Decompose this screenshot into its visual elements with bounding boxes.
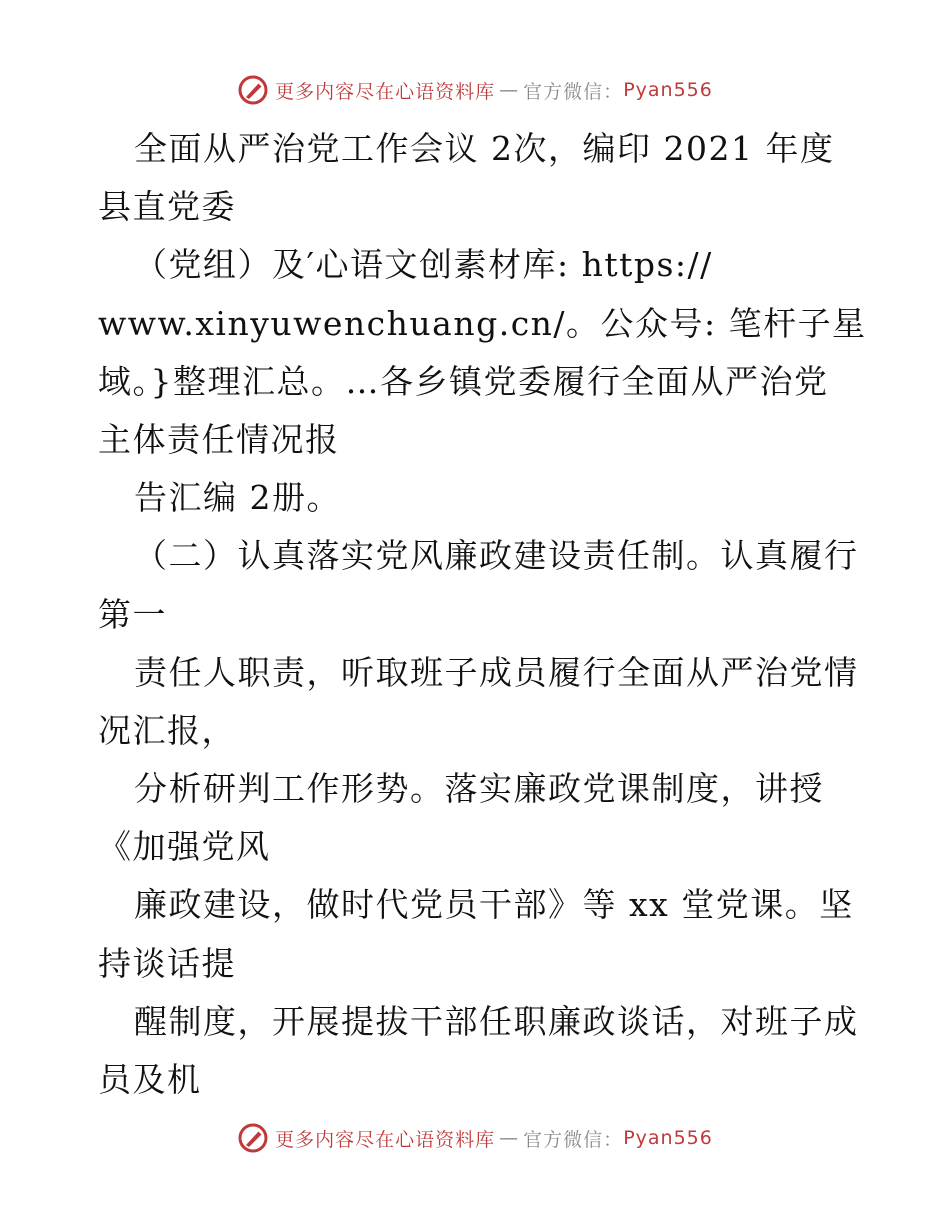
watermark-separator: —	[499, 79, 520, 101]
text-line: 况汇报，	[98, 710, 236, 750]
watermark-text: 更多内容尽在心语资料库	[275, 80, 496, 103]
text-line: www.xinyuwenchuang.cn/。公众号: 笔杆子星	[98, 303, 867, 343]
text-line: 责任人职责，听取班子成员履行全面从严治党情	[134, 652, 859, 692]
pen-seal-logo	[237, 1122, 269, 1154]
text-line: 全面从严治党工作会议 2次，编印 2021 年度	[134, 129, 835, 168]
text-line: 廉政建设，做时代党员干部》等 xx 堂党课。坚	[134, 885, 854, 925]
text-line: 分析研判工作形势。落实廉政党课制度，讲授	[134, 769, 824, 809]
watermark-separator: —	[499, 1127, 520, 1149]
footer-watermark	[0, 1118, 950, 1158]
text-line: 第一	[98, 594, 167, 634]
text-line: 县直党委	[98, 187, 236, 227]
text-line: 主体责任情况报	[98, 419, 340, 459]
watermark-label: 官方微信：	[523, 1128, 624, 1151]
watermark-text: 更多内容尽在心语资料库	[275, 1128, 496, 1151]
text-line: （二）认真落实党风廉政建设责任制。认真履行	[134, 536, 859, 576]
text-line: 《加强党风	[98, 827, 271, 867]
header-watermark	[0, 70, 950, 110]
watermark-label: 官方微信：	[523, 80, 624, 103]
text-line: 持谈话提	[98, 943, 236, 983]
text-line: 醒制度，开展提拔干部任职廉政谈话，对班子成	[134, 1001, 859, 1041]
text-line: （党组）及′心语文创素材库: https://	[134, 245, 713, 285]
watermark-id: Pyan556	[623, 79, 713, 101]
pen-seal-logo	[237, 74, 269, 106]
text-line: 员及机	[98, 1060, 202, 1099]
document-body	[98, 120, 868, 1109]
watermark-id: Pyan556	[623, 1127, 713, 1149]
text-line: 域。}整理汇总。…各乡镇党委履行全面从严治党	[98, 361, 829, 401]
text-line: 告汇编 2册。	[134, 478, 341, 518]
